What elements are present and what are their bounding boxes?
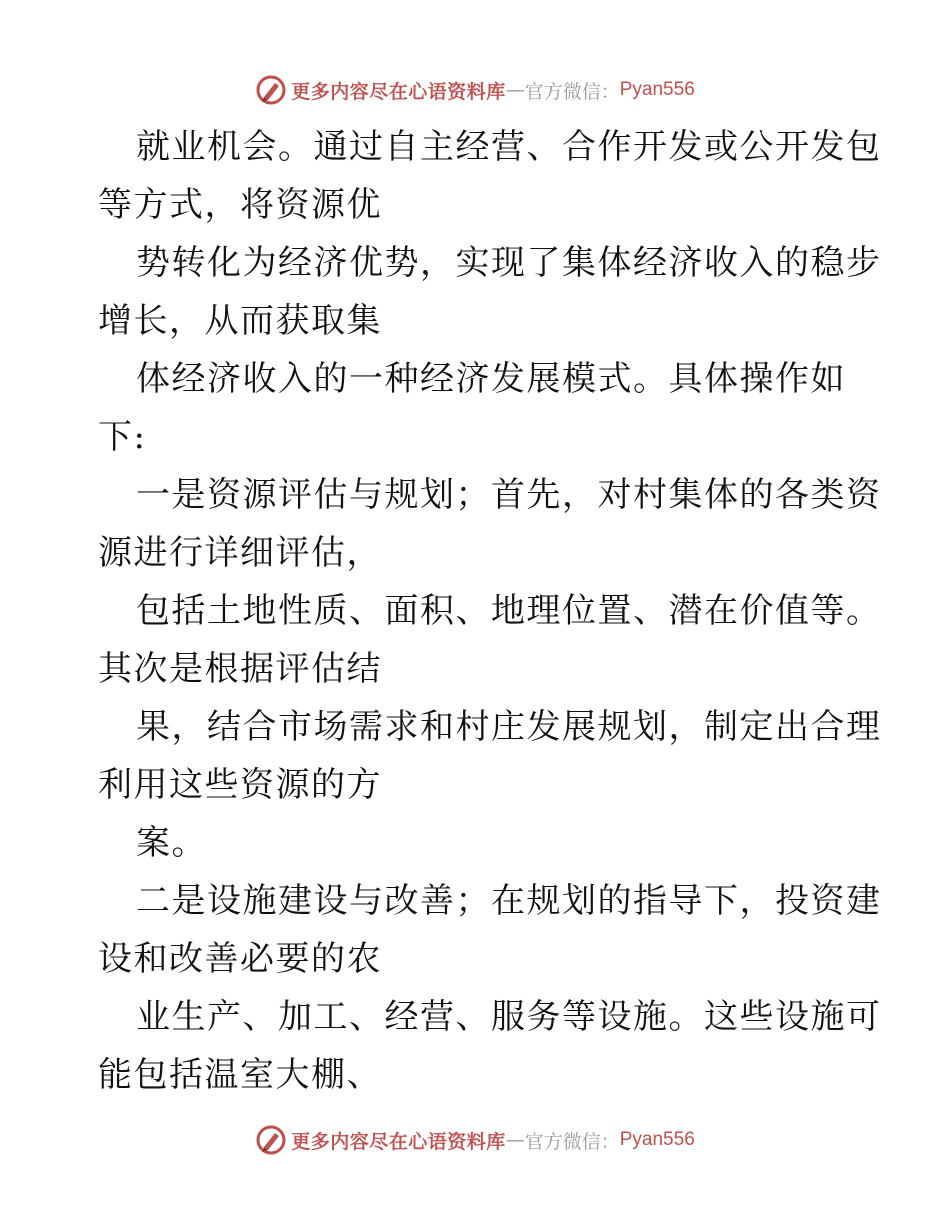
body-line-8: 源进行详细评估， (98, 533, 382, 573)
footer-wechat-label: 官方微信： (524, 1130, 620, 1153)
body-line-1: 就业机会。通过自主经营、合作开发或公开发包 (136, 127, 882, 167)
body-line-11: 果，结合市场需求和村庄发展规划，制定出合理 (136, 707, 882, 747)
body-line-14: 二是设施建设与改善；在规划的指导下，投资建 (136, 881, 882, 921)
header-wechat-label: 官方微信： (524, 80, 620, 103)
footer-main-text: 更多内容尽在心语资料库 (291, 1130, 506, 1153)
body-line-12: 利用这些资源的方 (98, 765, 382, 805)
body-line-7: 一是资源评估与规划；首先，对村集体的各类资 (136, 475, 882, 515)
header-separator: — (505, 79, 525, 101)
body-line-13: 案。 (136, 823, 207, 863)
footer-separator: — (505, 1129, 525, 1151)
pen-logo-icon (255, 74, 287, 106)
header-main-text: 更多内容尽在心语资料库 (291, 80, 506, 103)
document-body (98, 118, 882, 1104)
footer-watermark (0, 1120, 950, 1160)
pen-logo-icon (255, 1124, 287, 1156)
body-line-5: 体经济收入的一种经济发展模式。具体操作如 (136, 359, 846, 399)
body-line-3: 势转化为经济优势，实现了集体经济收入的稳步 (136, 243, 882, 283)
body-line-2: 等方式，将资源优 (98, 185, 382, 225)
body-line-17: 能包括温室大棚、 (98, 1055, 382, 1095)
footer-wechat-id: Pyan556 (619, 1129, 695, 1150)
body-line-9: 包括土地性质、面积、地理位置、潜在价值等。 (136, 591, 882, 631)
body-line-10: 其次是根据评估结 (98, 649, 382, 689)
header-watermark (0, 70, 950, 110)
body-line-4: 增长，从而获取集 (98, 301, 382, 341)
body-line-6: 下: (98, 417, 147, 457)
header-wechat-id: Pyan556 (619, 79, 695, 100)
body-line-16: 业生产、加工、经营、服务等设施。这些设施可 (136, 997, 882, 1037)
body-line-15: 设和改善必要的农 (98, 939, 382, 979)
